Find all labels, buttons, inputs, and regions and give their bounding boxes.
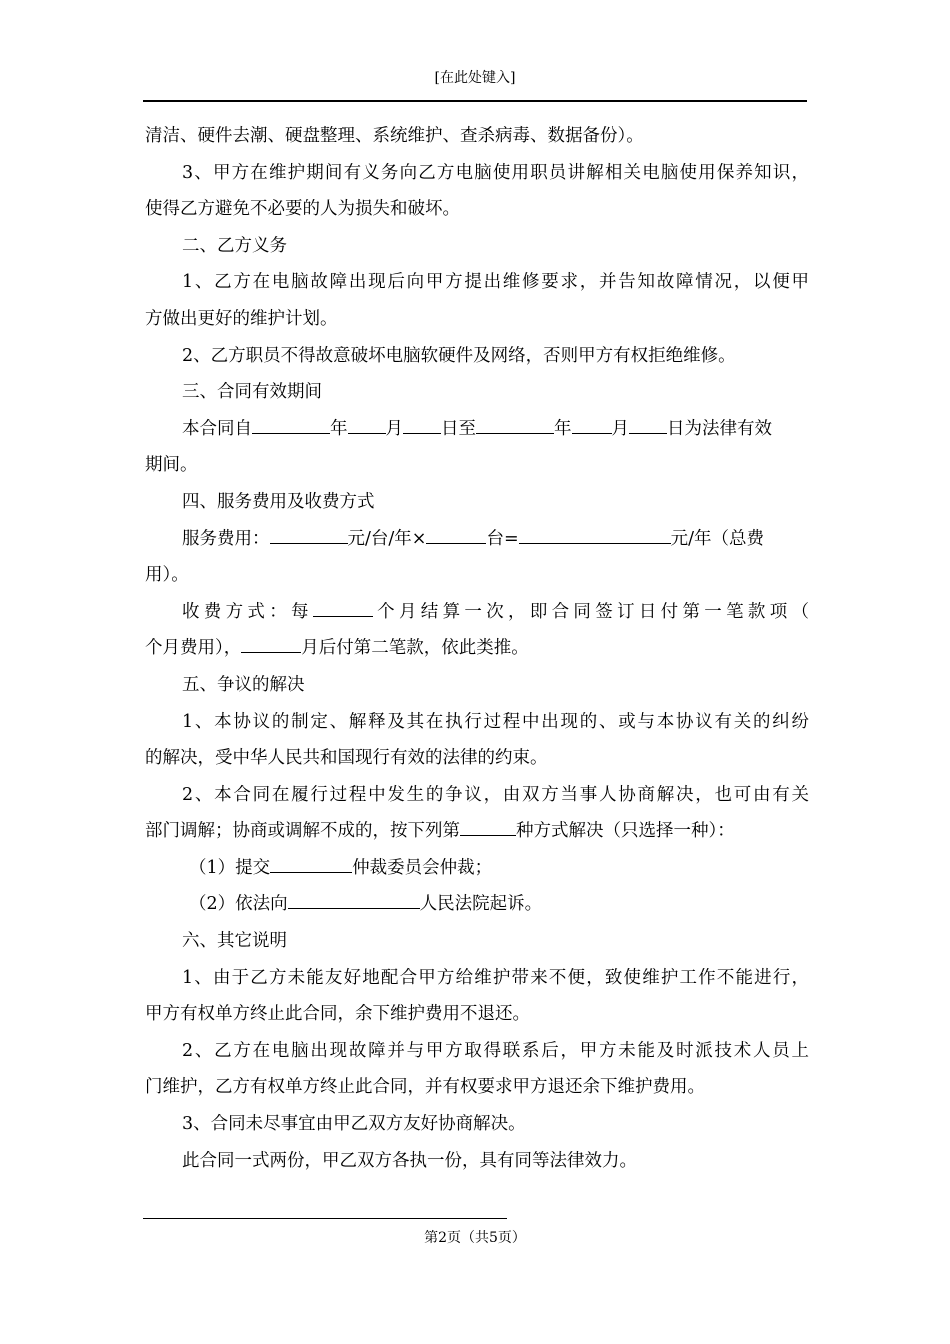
option2-prefix: （2）依法向	[189, 894, 288, 915]
paragraph-line: 2、乙方职员不得故意破坏电脑软硬件及网络，否则甲方有权拒绝维修。	[182, 345, 736, 366]
service-fee-line	[145, 521, 809, 558]
fee-units-label: 台=	[486, 528, 519, 549]
payment-interval-blank[interactable]	[313, 595, 373, 617]
second-payment-blank[interactable]	[241, 631, 301, 653]
paragraph-line: 方做出更好的维护计划。	[145, 308, 338, 329]
payment-suffix: 个月结算一次，即合同签订日付第一笔款项（	[372, 601, 810, 622]
paragraph-line: 用）。	[145, 565, 189, 586]
paragraph-line: 1、由于乙方未能友好地配合甲方给维护带来不便，致使维护工作不能进行，	[182, 967, 809, 988]
term-year-label: 年	[554, 418, 572, 439]
payment2-prefix: 个月费用），	[145, 638, 242, 659]
section-heading: 四、服务费用及收费方式	[182, 491, 375, 512]
start-year-blank[interactable]	[252, 412, 330, 434]
section-heading: 二、乙方义务	[182, 235, 287, 256]
section-heading: 五、争议的解决	[182, 674, 305, 695]
page-number: 第2页（共5页）	[424, 1230, 526, 1246]
document-body	[145, 118, 809, 1179]
unit-count-blank[interactable]	[426, 522, 486, 544]
end-year-blank[interactable]	[476, 412, 554, 434]
total-fee-blank[interactable]	[519, 522, 671, 544]
paragraph-line: 清洁、硬件去潮、硬盘整理、系统维护、查杀病毒、数据备份）。	[145, 126, 644, 146]
term-day-to-label: 日至	[441, 418, 476, 439]
term-prefix: 本合同自	[182, 418, 252, 439]
paragraph-line: 3、合同未尽事宜由甲乙双方友好协商解决。	[182, 1114, 526, 1135]
option1-suffix: 仲裁委员会仲裁；	[352, 857, 493, 878]
court-name-blank[interactable]	[288, 887, 420, 909]
dispute-prefix: 部门调解；协商或调解不成的，按下列第	[145, 821, 460, 842]
dispute-suffix: 种方式解决（只选择一种）：	[516, 821, 735, 842]
payment-method-line-2	[145, 630, 809, 667]
paragraph-line: 1、乙方在电脑故障出现后向甲方提出维修要求，并告知故障情况，以便甲	[182, 272, 809, 293]
paragraph-line: 使得乙方避免不必要的人为损失和破坏。	[145, 199, 460, 220]
arbitration-committee-blank[interactable]	[270, 851, 352, 873]
term-month-label: 月	[385, 418, 403, 439]
fee-suffix: 元/年（总费	[670, 528, 765, 549]
term-month-label: 月	[611, 418, 629, 439]
paragraph-line: 2、乙方在电脑出现故障并与甲方取得联系后，甲方未能及时派技术人员上	[182, 1040, 809, 1061]
arbitration-option	[145, 850, 809, 887]
page-header: [在此处键入]	[434, 70, 516, 86]
footer-divider	[143, 1218, 507, 1219]
paragraph-line: 期间。	[145, 455, 198, 476]
dispute-method-line	[145, 813, 809, 850]
contract-term-line	[145, 411, 809, 448]
section-heading: 六、其它说明	[182, 931, 287, 952]
fee-unit-rate: 元/台/年×	[347, 528, 427, 549]
paragraph-line: 2、本合同在履行过程中发生的争议，由双方当事人协商解决，也可由有关	[182, 784, 809, 805]
header-divider	[143, 100, 807, 102]
litigation-option	[145, 886, 809, 923]
option2-suffix: 人民法院起诉。	[419, 894, 543, 915]
start-day-blank[interactable]	[403, 412, 441, 434]
end-month-blank[interactable]	[572, 412, 612, 434]
paragraph-line: 3、甲方在维护期间有义务向乙方电脑使用职员讲解相关电脑使用保养知识，	[182, 162, 809, 183]
option1-prefix: （1）提交	[189, 857, 271, 878]
start-month-blank[interactable]	[348, 412, 386, 434]
term-suffix: 日为法律有效	[667, 418, 772, 439]
end-day-blank[interactable]	[629, 412, 667, 434]
method-choice-blank[interactable]	[460, 814, 516, 836]
section-heading: 三、合同有效期间	[182, 382, 322, 403]
payment2-suffix: 月后付第二笔款，依此类推。	[301, 638, 529, 659]
term-year-label: 年	[330, 418, 348, 439]
paragraph-line: 1、本协议的制定、解释及其在执行过程中出现的、或与本协议有关的纠纷	[182, 711, 809, 732]
paragraph-line: 甲方有权单方终止此合同，余下维护费用不退还。	[145, 1004, 530, 1025]
payment-method-line	[145, 594, 809, 631]
paragraph-line: 此合同一式两份，甲乙双方各执一份，具有同等法律效力。	[182, 1150, 637, 1171]
payment-prefix: 收费方式：每	[182, 601, 313, 622]
paragraph-line: 的解决，受中华人民共和国现行有效的法律的约束。	[145, 748, 548, 769]
unit-price-blank[interactable]	[270, 522, 348, 544]
fee-prefix: 服务费用：	[182, 528, 270, 549]
paragraph-line: 门维护，乙方有权单方终止此合同，并有权要求甲方退还余下维护费用。	[145, 1077, 705, 1098]
